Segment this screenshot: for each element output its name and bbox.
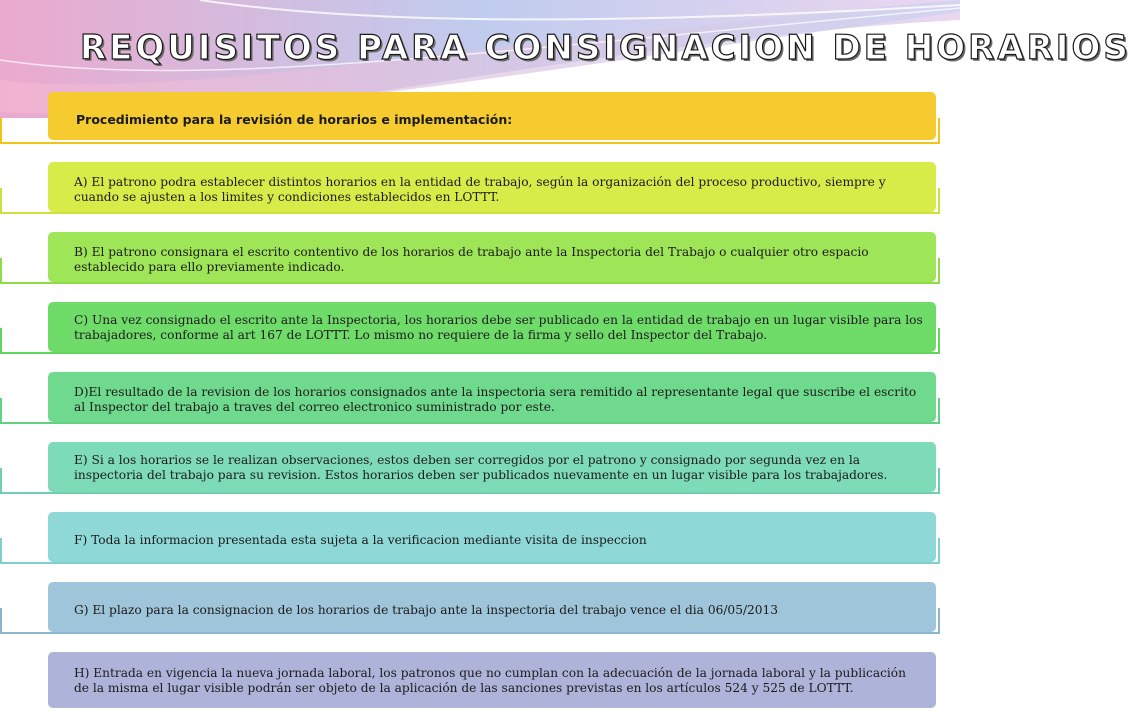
step-text: H) Entrada en vigencia la nueva jornada laboral, los patronos que no cumplan con la adecuación de la jornada laboral y la publicación de la misma el lugar visible podrán ser objeto de la aplicación de las sanciones previstas en los artículos 524 y 525 de LOTTT.: [74, 666, 906, 695]
step-box: [48, 582, 936, 632]
step-box: [48, 162, 936, 212]
step-box: [48, 652, 936, 708]
step-text: G) El plazo para la consignacion de los horarios de trabajo ante la inspectoria del trabajo vence el dia 06/05/2013: [74, 602, 779, 617]
step-box: [48, 372, 936, 422]
step-text: B) El patrono consignara el escrito contentivo de los horarios de trabajo ante la Inspectoria del Trabajo o cualquier otro espacio establecido para ello previamente indicado.: [74, 245, 869, 274]
page-title: REQUISITOS PARA CONSIGNACION DE HORARIOS: [80, 28, 1131, 68]
step-text: E) Si a los horarios se le realizan observaciones, estos deben ser corregidos por el patrono y consignado por segunda vez en la inspectoria del trabajo para su revision. Estos horarios deben ser publicados nuevamente en un lugar visible para los trabajadores.: [74, 453, 888, 482]
step-box: [48, 92, 936, 140]
step-text: Procedimiento para la revisión de horarios e implementación:: [76, 111, 513, 127]
step-text: A) El patrono podra establecer distintos horarios en la entidad de trabajo, según la organización del proceso productivo, siempre y cuando se ajusten a los limites y condiciones establecidos en LOTTT.: [74, 175, 886, 204]
step-text: D)El resultado de la revision de los horarios consignados ante la inspectoria sera remitido al representante legal que suscribe el escrito al Inspector del trabajo a traves del correo electronico suministrado por este.: [74, 385, 917, 414]
step-box: [48, 302, 936, 352]
step-box: [48, 512, 936, 562]
step-text: C) Una vez consignado el escrito ante la Inspectoria, los horarios debe ser publicado en la entidad de trabajo en un lugar visible para los trabajadores, conforme al art 167 de LOTTT. Lo mismo no requiere de la firma y sello del Inspector del Trabajo.: [74, 313, 923, 342]
step-text: F) Toda la informacion presentada esta sujeta a la verificacion mediante visita de inspeccion: [74, 532, 647, 547]
step-box: [48, 232, 936, 282]
step-box: [48, 442, 936, 492]
